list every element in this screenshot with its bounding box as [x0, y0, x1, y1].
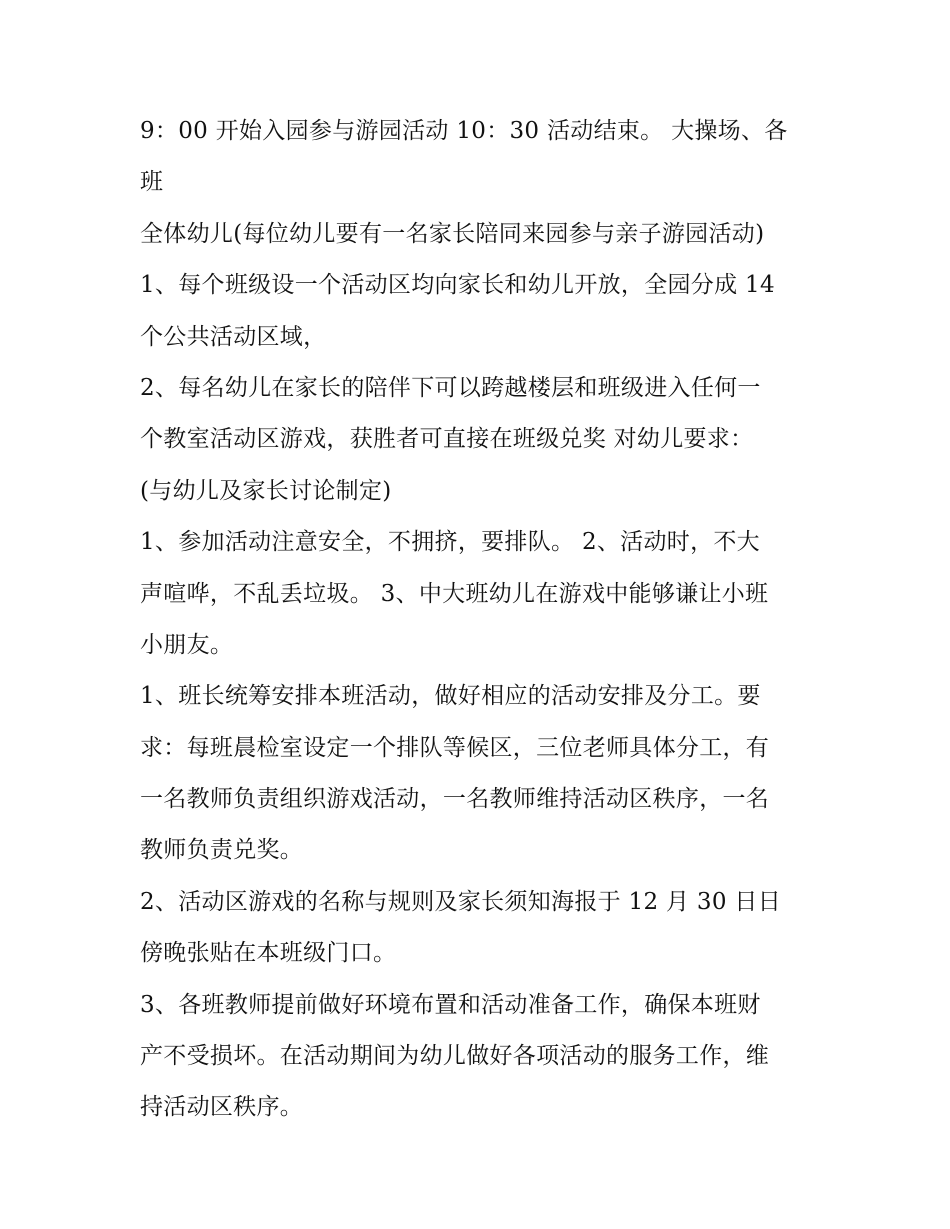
text-line: 班: [140, 169, 164, 196]
text-line: 产不受损坏。在活动期间为幼儿做好各项活动的服务工作，维: [140, 1043, 770, 1070]
text-line: 持活动区秩序。: [140, 1094, 304, 1121]
text-line: 全体幼儿(每位幼儿要有一名家长陪同来园参与亲子游园活动): [140, 220, 765, 247]
text-line: 1、参加活动注意安全，不拥挤，要排队。 2、活动时，不大: [140, 529, 760, 556]
document-body: [140, 106, 820, 1134]
text-line: 9：00 开始入园参与游园活动 10：30 活动结束。 大操场、各: [140, 118, 788, 144]
text-line: 1、每个班级设一个活动区均向家长和幼儿开放，全园分成 14: [140, 272, 775, 299]
text-line: 个公共活动区域，: [140, 323, 327, 350]
text-line: 3、各班教师提前做好环境布置和活动准备工作，确保本班财: [140, 991, 761, 1018]
text-line: 2、活动区游戏的名称与规则及家长须知海报于 12 月 30 日日: [140, 888, 782, 915]
text-line: 小朋友。: [140, 631, 234, 658]
text-line: 一名教师负责组织游戏活动，一名教师维持活动区秩序，一名: [140, 786, 770, 813]
text-line: 傍晚张贴在本班级门口。: [140, 940, 397, 967]
text-line: 声喧哗，不乱丢垃圾。 3、中大班幼儿在游戏中能够谦让小班: [140, 580, 769, 607]
text-line: 1、班长统筹安排本班活动，做好相应的活动安排及分工。要: [140, 683, 761, 710]
text-line: 2、每名幼儿在家长的陪伴下可以跨越楼层和班级进入任何一: [140, 374, 761, 401]
text-line: 求：每班晨检室设定一个排队等候区，三位老师具体分工，有: [140, 734, 770, 761]
text-line: 教师负责兑奖。: [140, 837, 304, 864]
text-line: 个教室活动区游戏，获胜者可直接在班级兑奖 对幼儿要求：: [140, 426, 754, 453]
text-line: (与幼儿及家长讨论制定): [140, 477, 392, 504]
